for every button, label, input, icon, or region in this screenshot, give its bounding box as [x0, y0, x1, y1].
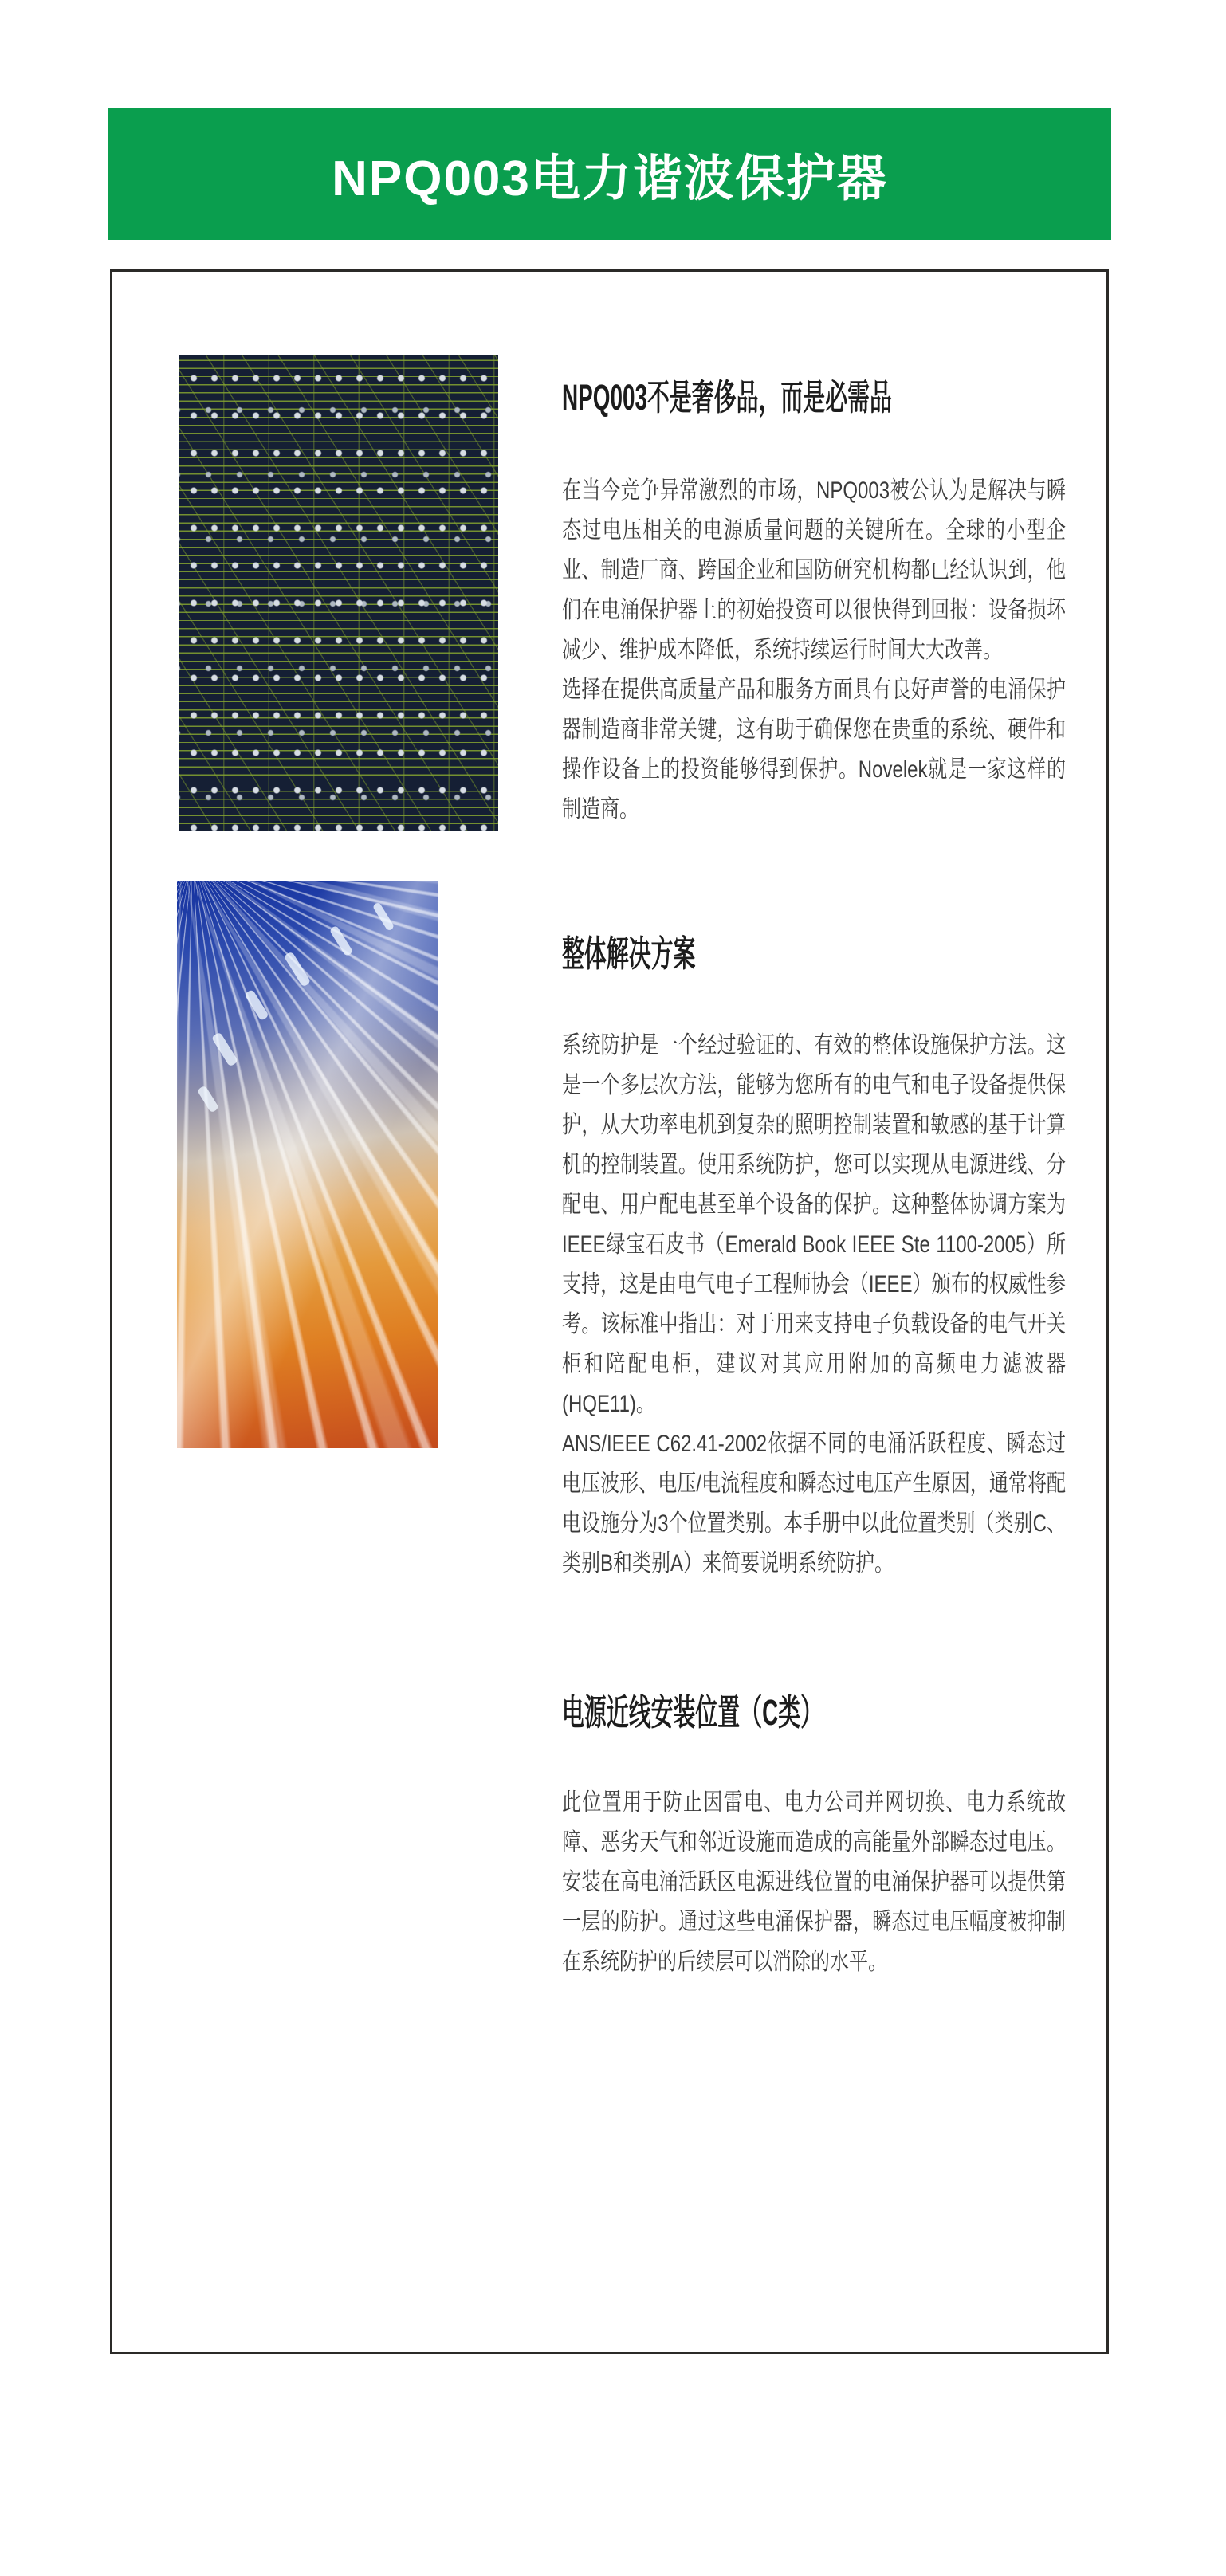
section-body	[562, 471, 1066, 830]
section-heading: NPQ003不是奢侈品，而是必需品	[562, 377, 892, 418]
title-banner	[108, 108, 1111, 240]
circuit-board-image	[179, 355, 498, 831]
section-heading: 电源近线安装位置（C类）	[562, 1692, 823, 1733]
section-service-entrance-class-c	[562, 1683, 1072, 1982]
light-streaks-image	[177, 881, 438, 1448]
section-not-a-luxury	[562, 368, 1072, 830]
paragraph: 系统防护是一个经过验证的、有效的整体设施保护方法。这是一个多层次方法，能够为您所有的电气和电子设备提供保护，从大功率电机到复杂的照明控制装置和敏感的基于计算机的控制装置。使用系统防护，您可以实现从电源进线、分配电、用户配电甚至单个设备的保护。这种整体协调方案为IEEE绿宝石皮书（Emerald Book IEEE Ste 1100-2005）所支持，这是由电气电子工程师协会（IEEE）颁布的权威性参考。该标准中指出：对于用来支持电子负载设备的电气开关柜和陪配电柜，建议对其应用附加的高频电力滤波器(HQE11)。	[562, 1032, 1066, 1417]
light-rays-sharp-layer	[177, 881, 438, 1448]
section-body	[562, 1783, 1066, 1982]
page-title: NPQ003电力谐波保护器	[332, 151, 888, 206]
section-overall-solution	[562, 925, 1072, 1584]
paragraph: 此位置用于防止因雷电、电力公司并网切换、电力系统故障、恶劣天气和邻近设施而造成的高能量外部瞬态过电压。安装在高电涌活跃区电源进线位置的电涌保护器可以提供第一层的防护。通过这些电涌保护器，瞬态过电压幅度被抑制在系统防护的后续层可以消除的水平。	[562, 1789, 1066, 1975]
paragraph: ANS/IEEE C62.41-2002依据不同的电涌活跃程度、瞬态过电压波形、电压/电流程度和瞬态过电压产生原因，通常将配电设施分为3个位置类别。本手册中以此位置类别（类别C、类别B和类别A）来简要说明系统防护。	[562, 1431, 1066, 1577]
paragraph: 在当今竞争异常激烈的市场，NPQ003被公认为是解决与瞬态过电压相关的电源质量问题的关键所在。全球的小型企业、制造厂商、跨国企业和国防研究机构都已经认识到，他们在电涌保护器上的初始投资可以很快得到回报：设备损坏减少、维护成本降低，系统持续运行时间大大改善。	[562, 477, 1066, 663]
section-heading: 整体解决方案	[562, 933, 696, 974]
section-body	[562, 1026, 1066, 1584]
paragraph: 选择在提供高质量产品和服务方面具有良好声誉的电涌保护器制造商非常关键，这有助于确保您在贵重的系统、硬件和操作设备上的投资能够得到保护。Novelek就是一家这样的制造商。	[562, 677, 1066, 823]
